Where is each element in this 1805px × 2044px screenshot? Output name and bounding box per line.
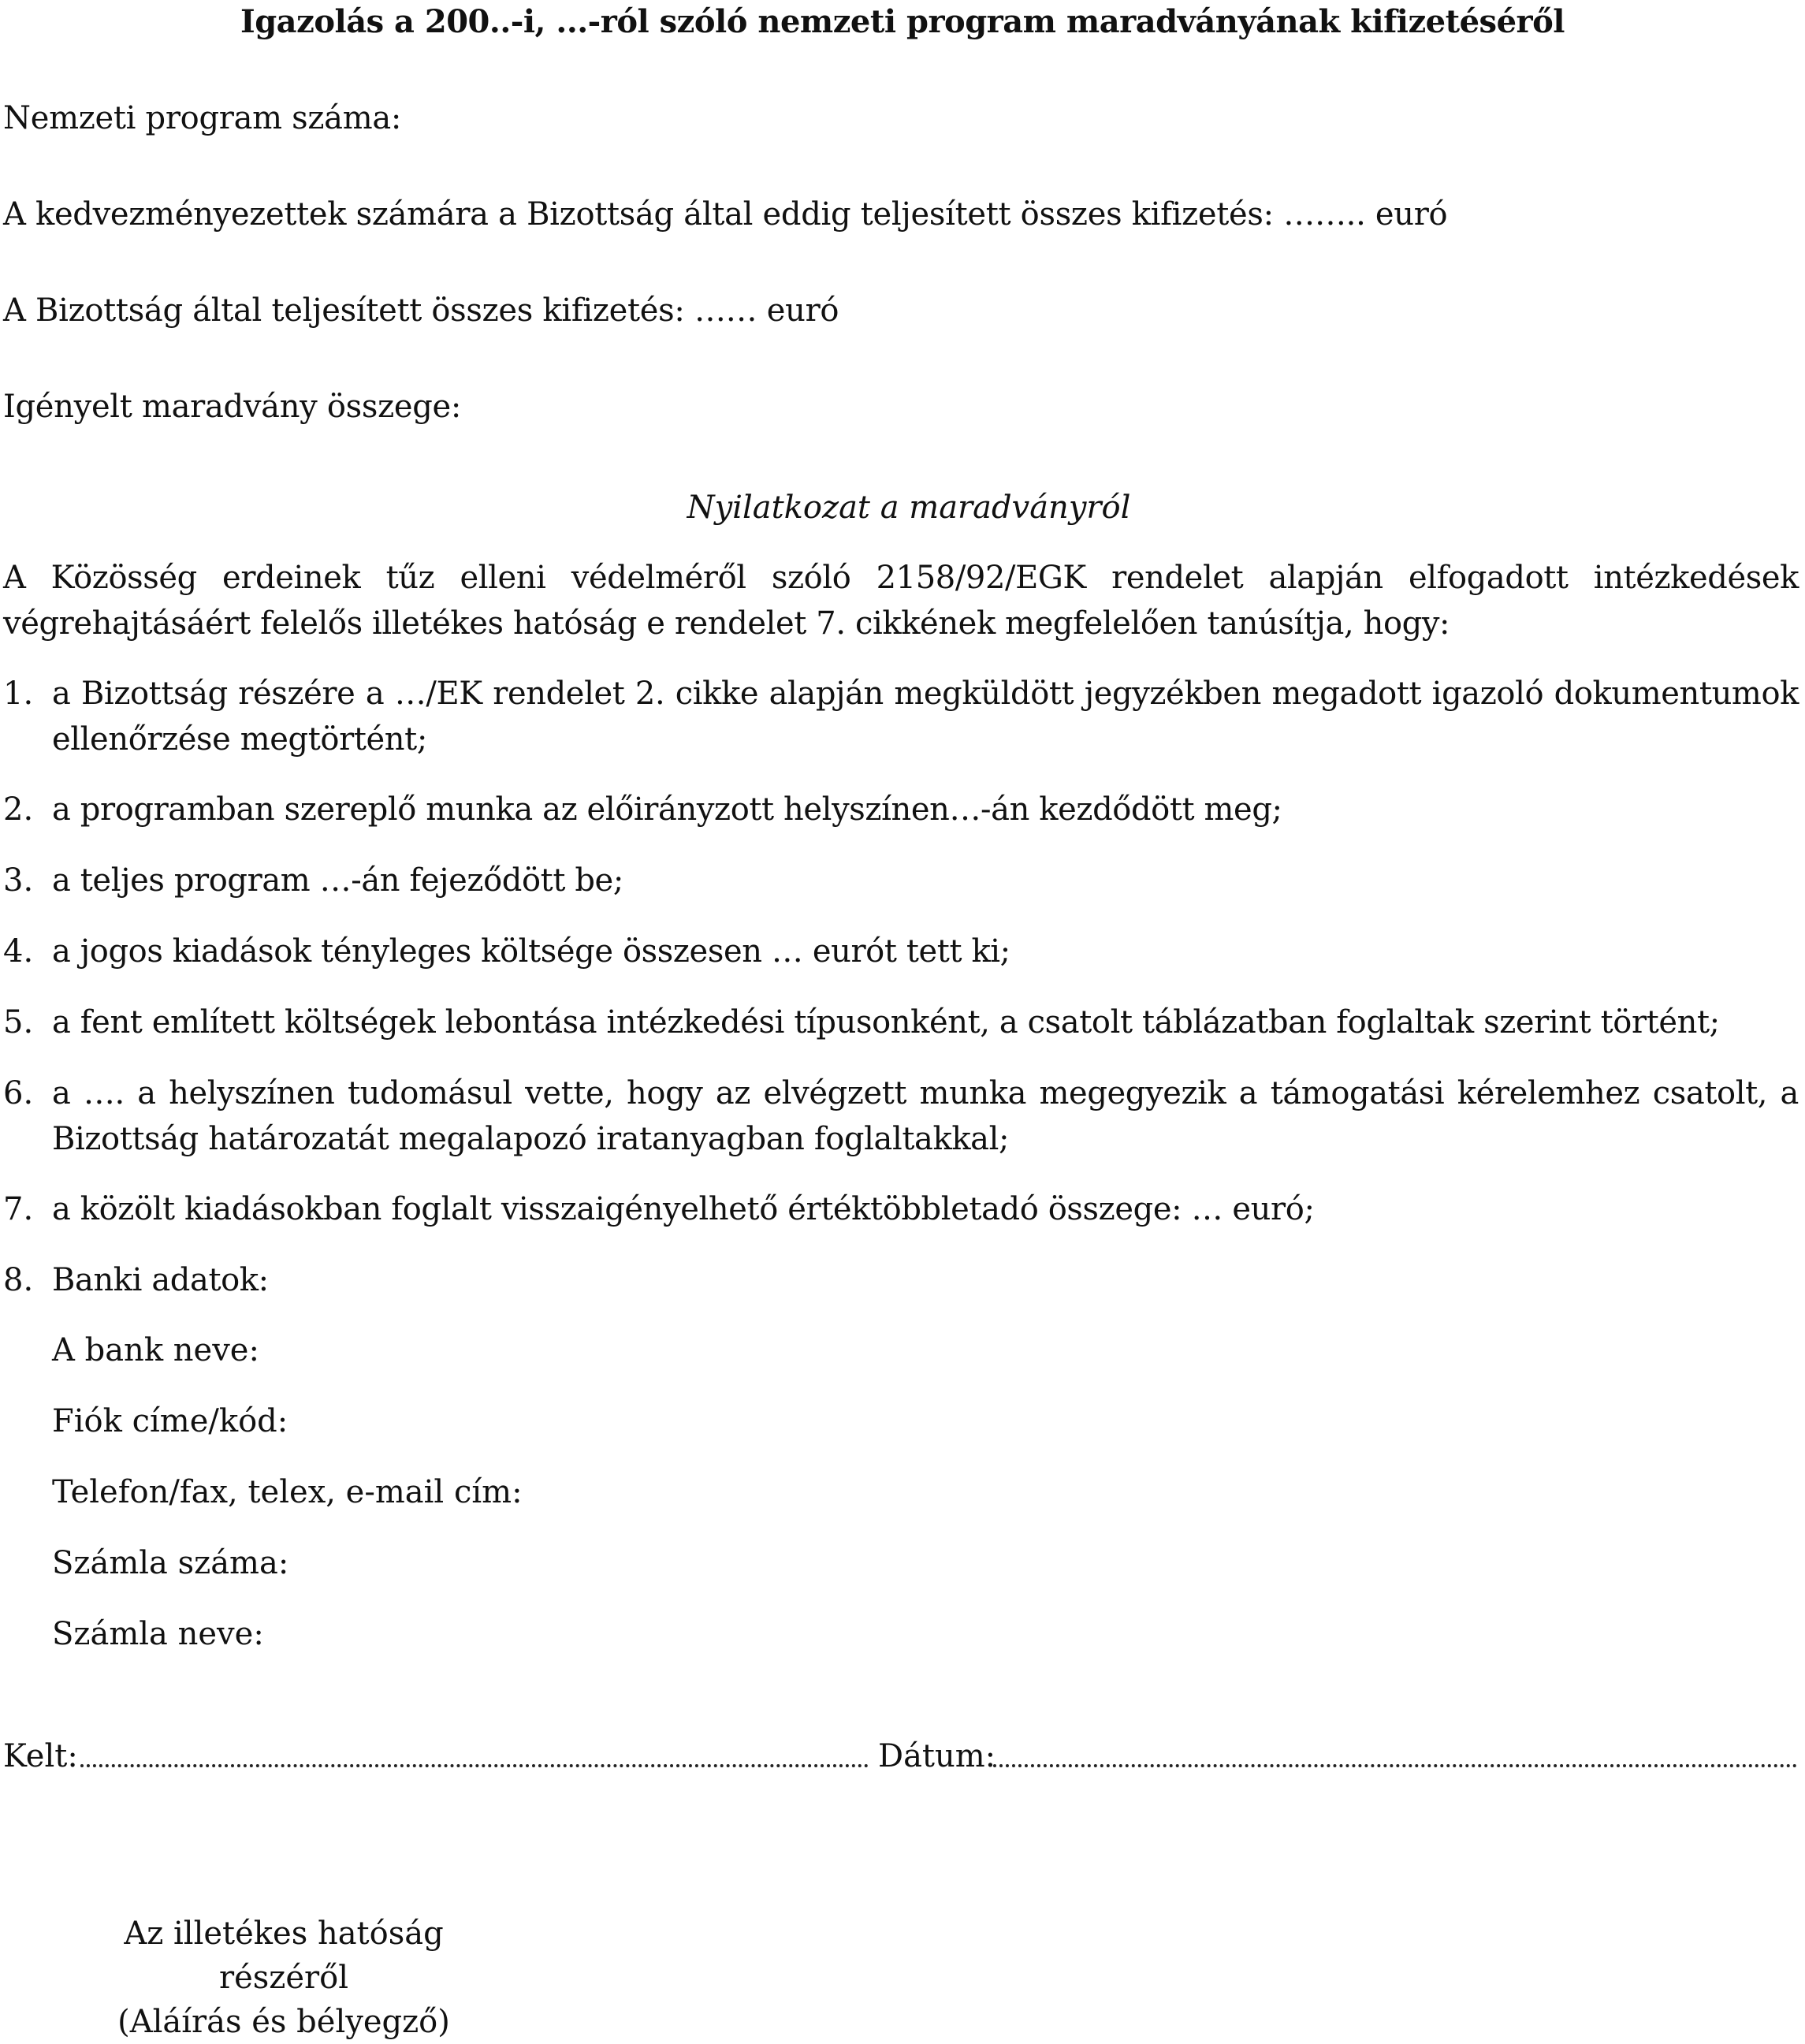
requested-balance-field: Igényelt maradvány összege: xyxy=(3,389,462,425)
list-item-text: a programban szereplő munka az előirányzott helyszínen…-án kezdődött meg; xyxy=(52,791,1282,828)
list-item xyxy=(3,1186,1799,1232)
signature-stamp-label: (Aláírás és bélyegző) xyxy=(117,2004,450,2040)
list-item-text: a jogos kiadások tényleges költsége összesen … eurót tett ki; xyxy=(52,933,1010,970)
list-item xyxy=(3,1257,1799,1303)
place-label: Kelt: xyxy=(3,1738,78,1774)
place-date-row xyxy=(3,1734,1799,1778)
beneficiary-payments-field: A kedvezményezettek számára a Bizottság által eddig teljesített összes kifizetés: …….. euró xyxy=(3,196,1448,233)
list-item-text: a …. a helyszínen tudomásul vette, hogy az elvégzett munka megegyezik a támogatási kérelemhez csatolt, a Bizottság határozatát megalapozó iratanyagban foglaltakkal; xyxy=(52,1075,1799,1157)
signature-block xyxy=(79,1912,489,2044)
list-item-number: 8. xyxy=(3,1262,34,1298)
list-item xyxy=(3,858,1799,903)
authority-label: Az illetékes hatóság részéről xyxy=(124,1916,444,1996)
list-item-text: Banki adatok: xyxy=(52,1262,269,1298)
list-item xyxy=(3,787,1799,832)
total-payments-field: A Bizottság által teljesített összes kifizetés: …… euró xyxy=(3,292,839,329)
contact-field: Telefon/fax, telex, e-mail cím: xyxy=(52,1474,523,1510)
list-item-number: 2. xyxy=(3,791,34,828)
list-item-text: a teljes program …-án fejeződött be; xyxy=(52,862,623,899)
list-item xyxy=(3,1070,1799,1162)
list-item-text: a közölt kiadásokban foglalt visszaigényelhető értéktöbbletadó összege: … euró; xyxy=(52,1191,1315,1227)
list-item-number: 6. xyxy=(3,1075,34,1111)
list-item-number: 4. xyxy=(3,933,34,970)
date-dotted-line xyxy=(993,1764,1797,1767)
declaration-heading: Nyilatkozat a maradványról xyxy=(687,490,1131,526)
declaration-intro: A Közösség erdeinek tűz elleni védelméről szóló 2158/92/EGK rendelet alapján elfogadott intézkedések végrehajtásáért felelős illetékes hatóság e rendelet 7. cikkének megfelelően tanúsítja, hogy: xyxy=(3,560,1799,642)
list-item-text: a fent említett költségek lebontása intézkedési típusonként, a csatolt táblázatban foglaltak szerint történt; xyxy=(52,1004,1720,1041)
document-title: Igazolás a 200..-i, ...-ról szóló nemzeti program maradványának kifizetéséről xyxy=(240,3,1565,40)
list-item-text: a Bizottság részére a …/EK rendelet 2. cikke alapján megküldött jegyzékben megadott igazoló dokumentumok ellenőrzése megtörtént; xyxy=(52,676,1799,758)
list-item-number: 5. xyxy=(3,1004,34,1041)
list-item xyxy=(3,929,1799,974)
account-name-field: Számla neve: xyxy=(52,1616,264,1652)
list-item-number: 3. xyxy=(3,862,34,899)
list-item-number: 7. xyxy=(3,1191,34,1227)
date-label: Dátum: xyxy=(878,1738,996,1774)
account-number-field: Számla száma: xyxy=(52,1545,289,1581)
list-item xyxy=(3,1000,1799,1045)
place-dotted-line xyxy=(80,1764,869,1767)
branch-address-field: Fiók címe/kód: xyxy=(52,1403,288,1439)
bank-name-field: A bank neve: xyxy=(52,1332,259,1368)
program-number-field: Nemzeti program száma: xyxy=(3,100,402,136)
list-item-number: 1. xyxy=(3,676,34,712)
list-item xyxy=(3,671,1799,762)
